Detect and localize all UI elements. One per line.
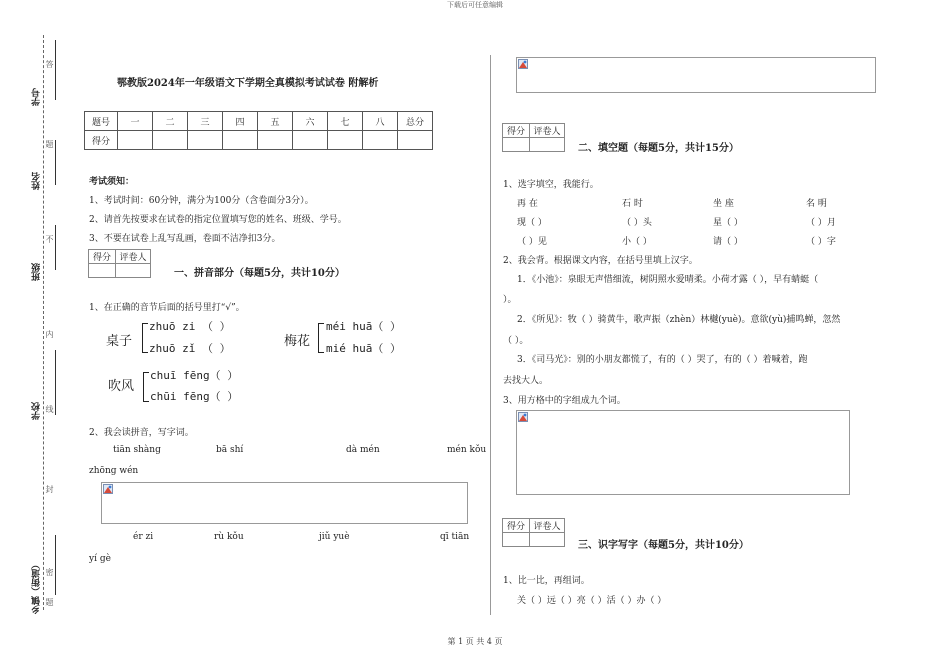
grader-reviewer-label: 评卷人: [530, 124, 565, 138]
header-note: 下载后可任意编辑: [447, 1, 503, 9]
score-header-cell: 六: [293, 112, 328, 131]
cut-mark: 题: [45, 140, 54, 148]
underline-class: [55, 225, 56, 270]
pinyin-word: 桌子: [106, 334, 133, 349]
score-header-cell: 题号: [85, 112, 118, 131]
grader-reviewer-cell[interactable]: [116, 264, 151, 278]
broken-image-icon: [518, 412, 528, 422]
underline-town: [55, 535, 56, 595]
notice-item: 3、不要在试卷上乱写乱画，卷面不洁净扣3分。: [89, 234, 281, 244]
notice-heading: 考试须知：: [89, 177, 135, 187]
score-header-cell: 五: [258, 112, 293, 131]
score-header-cell: 八: [363, 112, 398, 131]
page-footer: 第 1 页 共 4 页: [447, 637, 503, 646]
page-title: 鄂教版2024年一年级语文下学期全真模拟考试试卷 附解析: [117, 78, 379, 89]
pinyin-term: rù kǒu: [214, 532, 244, 542]
pinyin-term: mén kǒu: [447, 445, 487, 455]
pinyin-term: ér zi: [133, 532, 154, 542]
recite-line: ）。: [503, 295, 517, 305]
grader-score-label: 得分: [89, 250, 116, 264]
pinyin-option[interactable]: mié huā（ ）: [326, 342, 401, 355]
score-header-cell: 一: [118, 112, 153, 131]
score-table: [84, 111, 433, 150]
grader-score-cell[interactable]: [503, 533, 530, 547]
broken-image-icon: [103, 484, 113, 494]
pinyin-option[interactable]: chuī fēng（ ）: [150, 369, 239, 382]
answer-image-box: [516, 410, 850, 495]
pinyin-word: 梅花: [284, 334, 311, 349]
pinyin-word: 吹风: [108, 379, 135, 394]
score-cell[interactable]: [293, 131, 328, 150]
score-cell[interactable]: [363, 131, 398, 150]
pinyin-term: jiǔ yuè: [319, 532, 350, 542]
label-school: 学校: [32, 402, 42, 420]
score-table-header-row: [85, 112, 433, 131]
label-student-id: 学号: [32, 88, 42, 106]
brace-icon: [142, 323, 148, 353]
char-pair: 石 时: [622, 199, 643, 209]
notice-item: 1、考试时间：60分钟，满分为100分（含卷面分3分）。: [89, 196, 314, 206]
grader-reviewer-cell[interactable]: [530, 138, 565, 152]
pinyin-term: zhōng wén: [89, 466, 139, 476]
score-header-cell: 三: [188, 112, 223, 131]
recite-line[interactable]: 3．《司马光》：别的小朋友都慌了，有的（ ）哭了，有的（ ）着喊着，跑: [517, 355, 808, 365]
grader-reviewer-cell[interactable]: [530, 533, 565, 547]
score-cell[interactable]: [328, 131, 363, 150]
fill-blank[interactable]: （ ）头: [622, 218, 652, 228]
pinyin-term: dà mén: [346, 445, 380, 455]
fill-blank[interactable]: （ ）见: [517, 237, 547, 247]
cut-mark: 密: [45, 568, 54, 576]
brace-icon: [143, 372, 149, 402]
fill-blank[interactable]: 现（ ）: [517, 218, 547, 228]
column-divider: [490, 55, 491, 615]
score-cell[interactable]: [118, 131, 153, 150]
score-header-cell: 总分: [398, 112, 433, 131]
pinyin-term: yí gè: [89, 554, 111, 564]
q1-prompt: 1、选字填空，我能行。: [503, 180, 599, 190]
char-pair: 名 明: [806, 199, 827, 209]
grader-score-label: 得分: [503, 519, 530, 533]
score-header-cell: 二: [153, 112, 188, 131]
cut-mark: 内: [45, 330, 54, 338]
fill-blank[interactable]: 小（ ）: [622, 237, 652, 247]
binding-dashed-line: [43, 35, 44, 610]
score-cell[interactable]: [398, 131, 433, 150]
grader-score-label: 得分: [503, 124, 530, 138]
underline-name: [55, 140, 56, 185]
q3-prompt: 3、用方格中的字组成九个词。: [503, 396, 626, 406]
grader-score-cell[interactable]: [89, 264, 116, 278]
score-table-score-row: [85, 131, 433, 150]
char-pair: 坐 座: [713, 199, 734, 209]
underline-student-id: [55, 40, 56, 100]
q1-prompt: 1、比一比，再组词。: [503, 576, 590, 586]
fill-blank[interactable]: （ ）字: [806, 237, 836, 247]
fill-blank[interactable]: 星（ ）: [713, 218, 743, 228]
pinyin-term: bā shí: [216, 445, 244, 455]
q2-prompt: 2、我会背。根据课文内容，在括号里填上汉字。: [503, 256, 698, 266]
score-cell[interactable]: [153, 131, 188, 150]
pinyin-option[interactable]: méi huā（ ）: [326, 320, 401, 333]
grader-reviewer-label: 评卷人: [116, 250, 151, 264]
pinyin-term: qī tiān: [440, 532, 470, 542]
score-cell[interactable]: [258, 131, 293, 150]
grader-box-section1: [88, 249, 151, 278]
cut-mark: 答: [45, 60, 54, 68]
score-row-label: 得分: [85, 131, 118, 150]
q1-prompt: 1、在正确的音节后面的括号里打“√”。: [89, 303, 245, 313]
pinyin-term: tiān shàng: [113, 445, 161, 455]
recite-line[interactable]: （ ）。: [503, 336, 529, 346]
pinyin-option[interactable]: zhuō zi （ ）: [149, 320, 231, 333]
cut-mark: 不: [45, 235, 54, 243]
grader-box-section3: [502, 518, 565, 547]
answer-image-box: [516, 57, 876, 93]
grader-score-cell[interactable]: [503, 138, 530, 152]
recite-line[interactable]: 2．《所见》：牧（ ）骑黄牛，歌声振（zhèn）林樾(yuè)。意欲(yù)捕鸣蝉，忽然: [517, 315, 841, 325]
cut-mark: 封: [45, 485, 54, 493]
notice-item: 2、请首先按要求在试卷的指定位置填写您的姓名、班级、学号。: [89, 215, 347, 225]
label-town: 乡镇（街道）: [32, 560, 42, 614]
score-header-cell: 四: [223, 112, 258, 131]
fill-blank[interactable]: （ ）月: [806, 218, 836, 228]
q2-prompt: 2、我会读拼音，写字词。: [89, 428, 194, 438]
char-pair: 再 在: [517, 199, 538, 209]
section3-title: 三、识字写字（每题5分，共计10分）: [578, 540, 749, 551]
pinyin-option[interactable]: zhuō zǐ （ ）: [149, 342, 231, 355]
underline-school: [55, 350, 56, 415]
fill-blank[interactable]: 请（ ）: [713, 237, 743, 247]
compare-words-row[interactable]: 关（ ）远（ ）亮（ ）活（ ）办（ ）: [517, 596, 667, 606]
score-cell[interactable]: [223, 131, 258, 150]
section2-title: 二、填空题（每题5分，共计15分）: [578, 143, 739, 154]
section1-title: 一、拼音部分（每题5分，共计10分）: [174, 268, 345, 279]
cut-mark: 线: [45, 405, 54, 413]
pinyin-option[interactable]: chūi fēng（ ）: [150, 390, 239, 403]
recite-line: 去找大人。: [503, 376, 549, 386]
label-class: 班级: [32, 263, 42, 281]
recite-line[interactable]: 1．《小池》：泉眼无声惜细流，树阴照水爱晴柔。小荷才露（ ），早有蜻蜓（: [517, 275, 819, 285]
grader-box-section2: [502, 123, 565, 152]
grader-reviewer-label: 评卷人: [530, 519, 565, 533]
answer-image-box: [101, 482, 468, 524]
brace-icon: [318, 323, 324, 353]
broken-image-icon: [518, 59, 528, 69]
cut-mark: 题: [45, 598, 54, 606]
score-cell[interactable]: [188, 131, 223, 150]
label-name: 姓名: [32, 172, 42, 190]
score-header-cell: 七: [328, 112, 363, 131]
